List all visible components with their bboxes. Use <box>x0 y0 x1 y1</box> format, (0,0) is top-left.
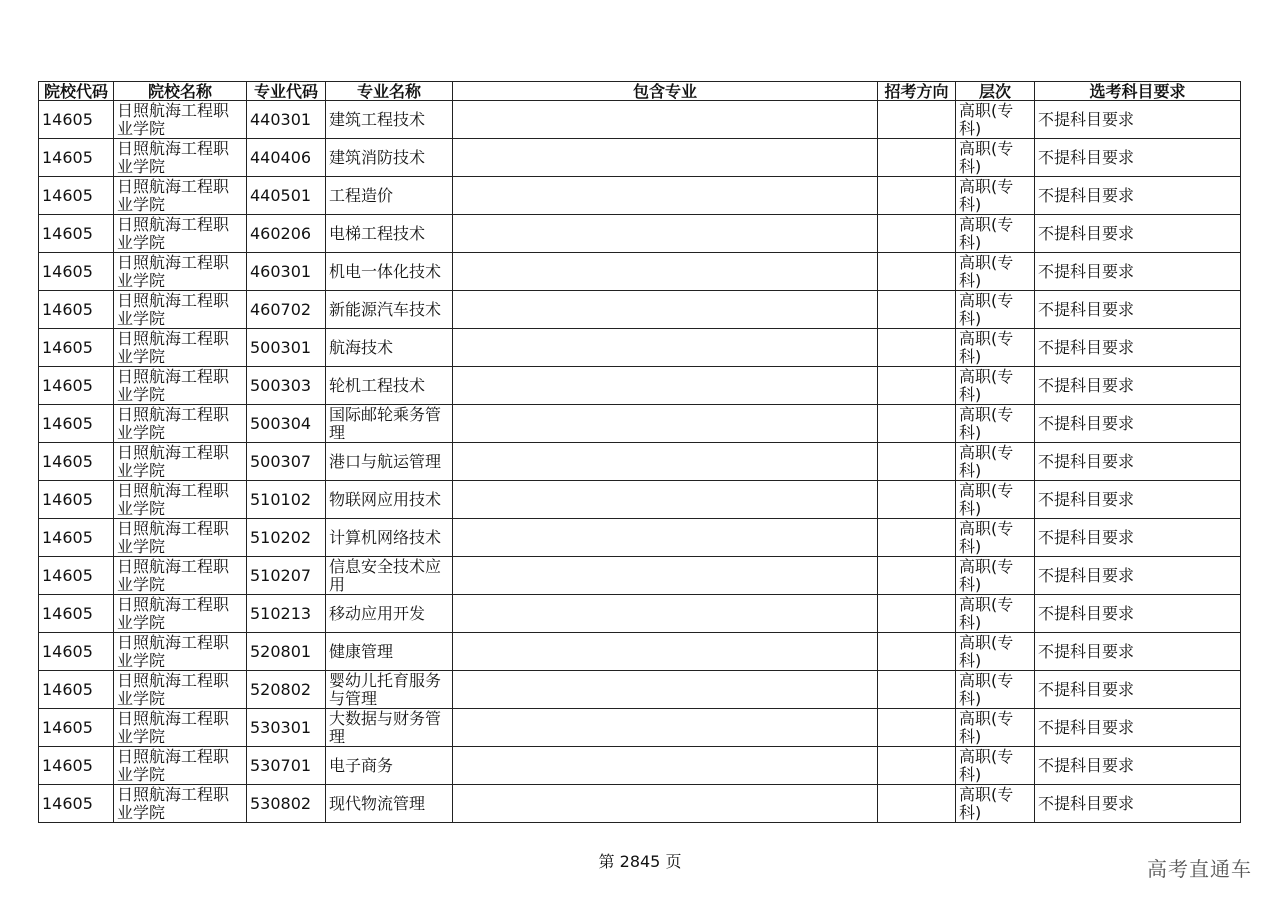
cell-included-majors <box>453 709 878 747</box>
cell-major-code: 460301 <box>247 253 326 291</box>
table-row <box>39 367 1241 405</box>
cell-major-name: 计算机网络技术 <box>326 519 453 557</box>
cell-school-name: 日照航海工程职业学院 <box>114 329 247 367</box>
cell-major-code: 500301 <box>247 329 326 367</box>
header-direction: 招考方向 <box>878 82 956 101</box>
cell-included-majors <box>453 443 878 481</box>
cell-direction <box>878 747 956 785</box>
cell-direction <box>878 443 956 481</box>
cell-major-code: 520801 <box>247 633 326 671</box>
cell-direction <box>878 785 956 823</box>
table-row <box>39 329 1241 367</box>
header-major-name: 专业名称 <box>326 82 453 101</box>
cell-subject-requirement: 不提科目要求 <box>1035 785 1241 823</box>
cell-school-name: 日照航海工程职业学院 <box>114 595 247 633</box>
cell-subject-requirement: 不提科目要求 <box>1035 405 1241 443</box>
cell-school-code: 14605 <box>39 519 114 557</box>
cell-included-majors <box>453 329 878 367</box>
cell-level: 高职(专科) <box>956 253 1035 291</box>
cell-school-code: 14605 <box>39 443 114 481</box>
header-school-name: 院校名称 <box>114 82 247 101</box>
cell-school-name: 日照航海工程职业学院 <box>114 633 247 671</box>
cell-major-name: 建筑消防技术 <box>326 139 453 177</box>
cell-school-name: 日照航海工程职业学院 <box>114 139 247 177</box>
cell-school-name: 日照航海工程职业学院 <box>114 101 247 139</box>
cell-major-code: 520802 <box>247 671 326 709</box>
cell-level: 高职(专科) <box>956 177 1035 215</box>
header-included-majors: 包含专业 <box>453 82 878 101</box>
cell-major-code: 500304 <box>247 405 326 443</box>
cell-included-majors <box>453 101 878 139</box>
cell-school-code: 14605 <box>39 101 114 139</box>
cell-school-code: 14605 <box>39 481 114 519</box>
table-row <box>39 633 1241 671</box>
cell-subject-requirement: 不提科目要求 <box>1035 253 1241 291</box>
cell-subject-requirement: 不提科目要求 <box>1035 557 1241 595</box>
cell-school-name: 日照航海工程职业学院 <box>114 671 247 709</box>
cell-subject-requirement: 不提科目要求 <box>1035 443 1241 481</box>
table-row <box>39 671 1241 709</box>
cell-included-majors <box>453 291 878 329</box>
cell-direction <box>878 215 956 253</box>
cell-major-code: 530301 <box>247 709 326 747</box>
table-row <box>39 709 1241 747</box>
cell-major-code: 530802 <box>247 785 326 823</box>
table-row <box>39 443 1241 481</box>
cell-subject-requirement: 不提科目要求 <box>1035 709 1241 747</box>
cell-school-code: 14605 <box>39 253 114 291</box>
cell-included-majors <box>453 747 878 785</box>
cell-level: 高职(专科) <box>956 557 1035 595</box>
cell-school-name: 日照航海工程职业学院 <box>114 785 247 823</box>
cell-included-majors <box>453 253 878 291</box>
header-major-code: 专业代码 <box>247 82 326 101</box>
cell-subject-requirement: 不提科目要求 <box>1035 139 1241 177</box>
cell-school-name: 日照航海工程职业学院 <box>114 481 247 519</box>
cell-included-majors <box>453 785 878 823</box>
table-row <box>39 139 1241 177</box>
cell-major-name: 物联网应用技术 <box>326 481 453 519</box>
cell-direction <box>878 367 956 405</box>
cell-major-code: 510207 <box>247 557 326 595</box>
cell-included-majors <box>453 595 878 633</box>
cell-level: 高职(专科) <box>956 481 1035 519</box>
cell-major-name: 港口与航运管理 <box>326 443 453 481</box>
table-row <box>39 519 1241 557</box>
cell-level: 高职(专科) <box>956 595 1035 633</box>
cell-direction <box>878 671 956 709</box>
cell-school-code: 14605 <box>39 329 114 367</box>
cell-major-code: 440301 <box>247 101 326 139</box>
cell-direction <box>878 557 956 595</box>
cell-major-code: 440501 <box>247 177 326 215</box>
cell-school-name: 日照航海工程职业学院 <box>114 443 247 481</box>
cell-direction <box>878 709 956 747</box>
cell-level: 高职(专科) <box>956 785 1035 823</box>
cell-school-code: 14605 <box>39 671 114 709</box>
cell-school-code: 14605 <box>39 177 114 215</box>
cell-level: 高职(专科) <box>956 101 1035 139</box>
cell-major-name: 电梯工程技术 <box>326 215 453 253</box>
cell-level: 高职(专科) <box>956 671 1035 709</box>
table-row <box>39 291 1241 329</box>
cell-major-name: 建筑工程技术 <box>326 101 453 139</box>
cell-subject-requirement: 不提科目要求 <box>1035 329 1241 367</box>
cell-level: 高职(专科) <box>956 709 1035 747</box>
cell-school-name: 日照航海工程职业学院 <box>114 709 247 747</box>
cell-level: 高职(专科) <box>956 291 1035 329</box>
cell-major-name: 机电一体化技术 <box>326 253 453 291</box>
cell-direction <box>878 519 956 557</box>
cell-included-majors <box>453 633 878 671</box>
cell-major-code: 500303 <box>247 367 326 405</box>
cell-school-code: 14605 <box>39 747 114 785</box>
cell-major-code: 510213 <box>247 595 326 633</box>
cell-school-code: 14605 <box>39 215 114 253</box>
cell-included-majors <box>453 177 878 215</box>
cell-school-code: 14605 <box>39 633 114 671</box>
watermark-text: 高考直通车 <box>1147 857 1252 881</box>
cell-subject-requirement: 不提科目要求 <box>1035 671 1241 709</box>
cell-included-majors <box>453 481 878 519</box>
cell-subject-requirement: 不提科目要求 <box>1035 595 1241 633</box>
cell-direction <box>878 405 956 443</box>
cell-school-code: 14605 <box>39 405 114 443</box>
page-number: 第 2845 页 <box>598 852 682 871</box>
cell-subject-requirement: 不提科目要求 <box>1035 519 1241 557</box>
cell-major-name: 移动应用开发 <box>326 595 453 633</box>
cell-major-name: 工程造价 <box>326 177 453 215</box>
cell-subject-requirement: 不提科目要求 <box>1035 481 1241 519</box>
cell-included-majors <box>453 139 878 177</box>
table-row <box>39 101 1241 139</box>
cell-subject-requirement: 不提科目要求 <box>1035 367 1241 405</box>
cell-school-code: 14605 <box>39 785 114 823</box>
cell-major-name: 现代物流管理 <box>326 785 453 823</box>
cell-level: 高职(专科) <box>956 633 1035 671</box>
cell-school-name: 日照航海工程职业学院 <box>114 405 247 443</box>
cell-level: 高职(专科) <box>956 139 1035 177</box>
cell-subject-requirement: 不提科目要求 <box>1035 101 1241 139</box>
header-school-code: 院校代码 <box>39 82 114 101</box>
table-row <box>39 177 1241 215</box>
cell-direction <box>878 595 956 633</box>
cell-school-name: 日照航海工程职业学院 <box>114 747 247 785</box>
cell-school-code: 14605 <box>39 367 114 405</box>
cell-major-name: 国际邮轮乘务管理 <box>326 405 453 443</box>
cell-level: 高职(专科) <box>956 405 1035 443</box>
cell-direction <box>878 329 956 367</box>
cell-school-code: 14605 <box>39 557 114 595</box>
cell-level: 高职(专科) <box>956 747 1035 785</box>
admissions-table <box>38 81 1241 823</box>
cell-major-name: 大数据与财务管理 <box>326 709 453 747</box>
table-row <box>39 253 1241 291</box>
cell-major-name: 新能源汽车技术 <box>326 291 453 329</box>
table-row <box>39 785 1241 823</box>
cell-direction <box>878 101 956 139</box>
cell-major-code: 500307 <box>247 443 326 481</box>
table-row <box>39 557 1241 595</box>
table-row <box>39 481 1241 519</box>
cell-school-code: 14605 <box>39 709 114 747</box>
cell-level: 高职(专科) <box>956 215 1035 253</box>
cell-subject-requirement: 不提科目要求 <box>1035 291 1241 329</box>
cell-school-name: 日照航海工程职业学院 <box>114 291 247 329</box>
cell-subject-requirement: 不提科目要求 <box>1035 177 1241 215</box>
cell-direction <box>878 139 956 177</box>
cell-level: 高职(专科) <box>956 519 1035 557</box>
table-row <box>39 595 1241 633</box>
cell-school-code: 14605 <box>39 291 114 329</box>
cell-school-name: 日照航海工程职业学院 <box>114 557 247 595</box>
cell-included-majors <box>453 215 878 253</box>
cell-included-majors <box>453 367 878 405</box>
cell-level: 高职(专科) <box>956 443 1035 481</box>
table-row <box>39 215 1241 253</box>
cell-major-code: 460702 <box>247 291 326 329</box>
cell-school-name: 日照航海工程职业学院 <box>114 519 247 557</box>
cell-subject-requirement: 不提科目要求 <box>1035 215 1241 253</box>
cell-major-name: 航海技术 <box>326 329 453 367</box>
cell-level: 高职(专科) <box>956 329 1035 367</box>
header-level: 层次 <box>956 82 1035 101</box>
cell-major-name: 信息安全技术应用 <box>326 557 453 595</box>
cell-major-name: 轮机工程技术 <box>326 367 453 405</box>
table-header-row <box>39 82 1241 101</box>
cell-major-code: 440406 <box>247 139 326 177</box>
cell-major-code: 530701 <box>247 747 326 785</box>
cell-direction <box>878 291 956 329</box>
header-subject-requirement: 选考科目要求 <box>1035 82 1241 101</box>
cell-direction <box>878 177 956 215</box>
cell-included-majors <box>453 405 878 443</box>
cell-school-name: 日照航海工程职业学院 <box>114 177 247 215</box>
cell-major-name: 婴幼儿托育服务与管理 <box>326 671 453 709</box>
cell-school-name: 日照航海工程职业学院 <box>114 215 247 253</box>
cell-school-name: 日照航海工程职业学院 <box>114 253 247 291</box>
cell-direction <box>878 481 956 519</box>
cell-included-majors <box>453 519 878 557</box>
cell-direction <box>878 633 956 671</box>
cell-school-code: 14605 <box>39 595 114 633</box>
cell-school-code: 14605 <box>39 139 114 177</box>
cell-subject-requirement: 不提科目要求 <box>1035 747 1241 785</box>
cell-major-name: 电子商务 <box>326 747 453 785</box>
cell-major-code: 510202 <box>247 519 326 557</box>
table-row <box>39 747 1241 785</box>
cell-level: 高职(专科) <box>956 367 1035 405</box>
cell-major-code: 460206 <box>247 215 326 253</box>
cell-school-name: 日照航海工程职业学院 <box>114 367 247 405</box>
cell-included-majors <box>453 671 878 709</box>
cell-major-name: 健康管理 <box>326 633 453 671</box>
cell-direction <box>878 253 956 291</box>
cell-major-code: 510102 <box>247 481 326 519</box>
cell-subject-requirement: 不提科目要求 <box>1035 633 1241 671</box>
cell-included-majors <box>453 557 878 595</box>
table-row <box>39 405 1241 443</box>
